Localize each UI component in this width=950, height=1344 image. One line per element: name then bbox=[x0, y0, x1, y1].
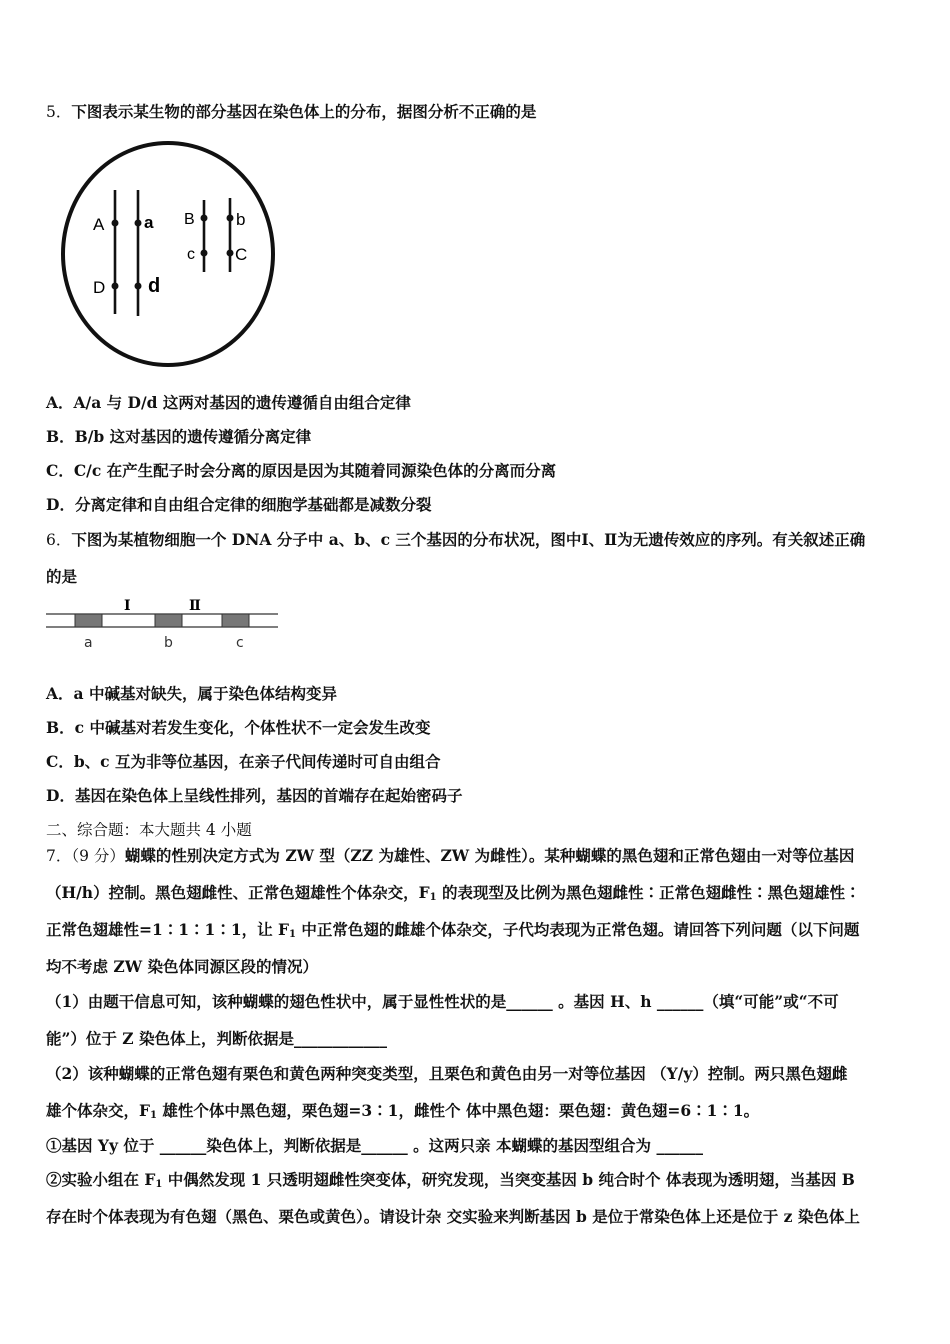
option-text: c 中碱基对若发生变化，个体性状不一定会发生改变 bbox=[74, 718, 431, 737]
option-text: B/b 这对基因的遗传遵循分离定律 bbox=[74, 427, 312, 446]
gene-label-a: a bbox=[144, 213, 154, 232]
q7-part2-line2 bbox=[46, 1101, 759, 1121]
locus-D bbox=[112, 283, 119, 290]
q7-line1 bbox=[46, 846, 854, 866]
q7-text: 蝴蝶的性别决定方式为 ZW 型（ZZ 为雄性、ZW 为雌性）。某种蝴蝶的黑色翅和正常色翅由一对等位基因 bbox=[124, 846, 855, 865]
q7-subq1: ①基因 Yy 位于 ______染色体上，判断依据是______ 。这两只亲 本蝴蝶的基因型组合为 ______ bbox=[46, 1136, 703, 1155]
q6-option-b bbox=[46, 718, 430, 738]
q5-stem-text: 下图表示某生物的部分基因在染色体上的分布，据图分析不正确的是 bbox=[71, 102, 537, 121]
option-letter: D． bbox=[46, 786, 75, 805]
option-text: 基因在染色体上呈线性排列，基因的首端存在起始密码子 bbox=[74, 786, 463, 805]
q6-option-a bbox=[46, 684, 337, 704]
q6-stem-line1 bbox=[46, 530, 865, 550]
q7-score: （9 分） bbox=[71, 847, 125, 865]
q7-text: 的表现型及比例为黑色翅雌性∶正常色翅雌性∶黑色翅雄性∶ bbox=[436, 883, 861, 902]
q5-option-c bbox=[46, 461, 556, 481]
option-letter: A． bbox=[46, 684, 74, 703]
gene-label-d: d bbox=[148, 275, 161, 297]
q7-text: 中正常色翅的雌雄个体杂交，子代均表现为正常色翅。请回答下列问题（以下问题 bbox=[296, 920, 860, 939]
sequence-label-1: Ⅰ bbox=[124, 598, 131, 614]
option-text: A/a 与 D/d 这两对基因的遗传遵循自由组合定律 bbox=[73, 393, 411, 412]
q7-text: 中偶然发现 1 只透明翅雌性突变体，研究发现，当突变基因 b 纯合时个 体表现为透明翅，当基因 B bbox=[162, 1170, 855, 1189]
q6-stem-text: 下图为某植物细胞一个 DNA 分子中 a、b、c 三个基因的分布状况，图中Ⅰ、Ⅱ为无遗传效应的序列。有关叙述正确 bbox=[71, 530, 866, 549]
option-letter: C． bbox=[46, 752, 74, 771]
subscript: 1 bbox=[429, 892, 437, 903]
q5-option-d bbox=[46, 495, 431, 515]
q7-text: 雄个体杂交，F bbox=[46, 1101, 151, 1120]
gene-block-a bbox=[75, 614, 102, 627]
locus-a bbox=[135, 220, 142, 227]
q6-option-d bbox=[46, 786, 462, 806]
q6-number: 6． bbox=[46, 531, 72, 549]
q7-line4: 均不考虑 ZW 染色体同源区段的情况） bbox=[46, 957, 319, 976]
option-letter: D． bbox=[46, 495, 75, 514]
option-letter: B． bbox=[46, 718, 75, 737]
locus-b bbox=[227, 215, 234, 222]
gene-block-c bbox=[222, 614, 249, 627]
q7-number: 7． bbox=[46, 847, 72, 865]
section-title: 二、综合题：本大题共 4 小题 bbox=[46, 821, 252, 839]
subscript: 1 bbox=[150, 1110, 157, 1121]
option-text: 分离定律和自由组合定律的细胞学基础都是减数分裂 bbox=[74, 495, 432, 514]
q7-part1-line2: 能”）位于 Z 染色体上，判断依据是____________ bbox=[46, 1029, 388, 1048]
option-text: a 中碱基对缺失，属于染色体结构变异 bbox=[73, 684, 337, 703]
q7-subq2-line2: 存在时个体表现为有色翅（黑色、栗色或黄色）。请设计杂 交实验来判断基因 b 是位于常染色体上还是位于 z 染色体上 bbox=[46, 1207, 860, 1226]
locus-A bbox=[112, 220, 119, 227]
gene-block-b bbox=[155, 614, 182, 627]
q6-option-c bbox=[46, 752, 441, 772]
gene-label-B: B bbox=[184, 211, 195, 228]
gene-label-a: a bbox=[84, 635, 93, 651]
gene-label-b: b bbox=[164, 635, 173, 651]
locus-B bbox=[201, 215, 208, 222]
gene-label-c: c bbox=[236, 635, 244, 651]
subscript: 1 bbox=[289, 929, 296, 940]
q7-line3 bbox=[46, 920, 859, 940]
option-text: C/c 在产生配子时会分离的原因是因为其随着同源染色体的分离而分离 bbox=[73, 461, 557, 480]
gene-label-D: D bbox=[93, 278, 106, 297]
locus-d bbox=[135, 283, 142, 290]
gene-label-A: A bbox=[93, 215, 105, 234]
q5-option-a bbox=[46, 393, 411, 413]
q5-stem bbox=[46, 102, 536, 122]
locus-c bbox=[201, 250, 208, 257]
locus-C bbox=[227, 250, 234, 257]
sequence-label-2: Ⅱ bbox=[189, 598, 201, 614]
q5-option-b bbox=[46, 427, 311, 447]
option-letter: C． bbox=[46, 461, 74, 480]
q7-text: 雄性个体中黑色翅，栗色翅=3∶1，雌性个 体中黑色翅：栗色翅：黄色翅=6∶1∶1。 bbox=[156, 1101, 760, 1120]
option-text: b、c 互为非等位基因，在亲子代间传递时可自由组合 bbox=[73, 752, 441, 771]
q7-text: （H/h）控制。黑色翅雌性、正常色翅雄性个体杂交，F bbox=[46, 883, 430, 902]
q6-stem-line2: 的是 bbox=[46, 567, 78, 586]
option-letter: A． bbox=[46, 393, 74, 412]
gene-label-c: c bbox=[187, 246, 195, 263]
option-letter: B． bbox=[46, 427, 75, 446]
dna-gene-diagram bbox=[44, 596, 280, 656]
q7-text: ②实验小组在 F bbox=[46, 1170, 156, 1189]
q7-line2 bbox=[46, 883, 860, 903]
q7-part1-line1: （1）由题干信息可知，该种蝴蝶的翅色性状中，属于显性性状的是______ 。基因 H、h ______（填“可能”或“不可 bbox=[46, 992, 839, 1011]
gene-label-b: b bbox=[236, 210, 246, 229]
q7-text: 正常色翅雄性=1∶1∶1∶1，让 F bbox=[46, 920, 290, 939]
q7-part2-line1: （2）该种蝴蝶的正常色翅有栗色和黄色两种突变类型，且栗色和黄色由另一对等位基因 （Y/y）控制。两只黑色翅雌 bbox=[46, 1064, 848, 1083]
chromosome-gene-diagram bbox=[58, 138, 278, 370]
q5-number: 5． bbox=[46, 103, 72, 121]
gene-label-C: C bbox=[235, 245, 248, 264]
q7-subq2-line1 bbox=[46, 1170, 855, 1190]
subscript: 1 bbox=[155, 1179, 163, 1190]
